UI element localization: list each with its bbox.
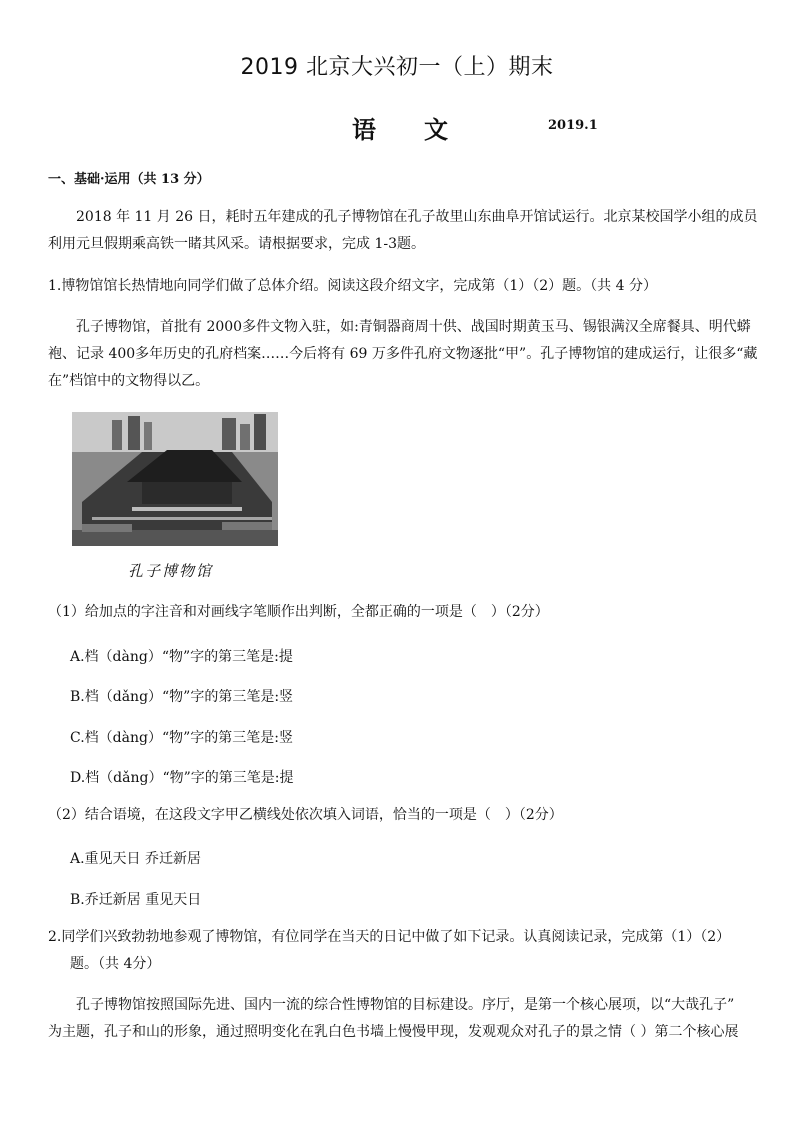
exam-date: 2019.1 — [548, 118, 598, 133]
q2-passage-line-1: 孔子博物馆按照国际先进、国内一流的综合性博物馆的目标建设。序厅，是第一个核心展项，以“大哉孔子” — [76, 997, 735, 1013]
intro-line-1: 2018 年 11 月 26 日，耗时五年建成的孔子博物馆在孔子故里山东曲阜开馆试运行。北京某校国学小组的成员 — [76, 209, 758, 225]
q1-passage-line-2: 袍、记录 400多年历史的孔府档案……今后将有 69 万多件孔府文物逐批“甲”。孔子博物馆的建成运行，让很多“藏 — [48, 346, 758, 362]
q1-sub1-option-a: A.档（dàng）“物”字的第三笔是:提 — [70, 649, 293, 665]
q1-sub2-option-a: A.重见天日 乔迁新居 — [70, 851, 202, 867]
question-1-stem: 1.博物馆馆长热情地向同学们做了总体介绍。阅读这段介绍文字，完成第（1）（2）题。（共 4 分） — [48, 278, 657, 294]
q1-sub1-stem: （1）给加点的字注音和对画线字笔顺作出判断，全都正确的一项是（ ）（2分） — [48, 604, 549, 620]
section-heading: 一、基础·运用（共 13 分） — [48, 172, 210, 187]
question-2-stem-line-2: 题。（共 4分） — [70, 956, 161, 972]
intro-line-2: 利用元旦假期乘高铁一睹其风采。请根据要求，完成 1-3题。 — [48, 236, 425, 252]
subject-heading: 语文 — [352, 115, 496, 144]
q1-sub1-option-c: C.档（dàng）“物”字的第三笔是:竖 — [70, 730, 293, 746]
museum-photo — [72, 412, 278, 546]
q1-sub1-option-b: B.档（dǎng）“物”字的第三笔是:竖 — [70, 689, 294, 705]
page-title: 2019 北京大兴初一（上）期末 — [240, 55, 554, 80]
image-caption: 孔子博物馆 — [128, 562, 214, 580]
q1-sub2-stem: （2）结合语境，在这段文字甲乙横线处依次填入词语，恰当的一项是（ ）（2分） — [48, 807, 563, 823]
q1-passage-line-1: 孔子博物馆，首批有 2000多件文物入驻，如:青铜器商周十供、战国时期黄玉马、锡银满汉全席餐具、明代蟒 — [76, 319, 751, 335]
q1-sub2-option-b: B.乔迁新居 重见天日 — [70, 892, 202, 908]
q2-passage-line-2: 为主题，孔子和山的形象，通过照明变化在乳白色书墙上慢慢甲现，发观观众对孔子的景之情（ ）第二个核心展 — [48, 1024, 739, 1040]
question-2-stem-line-1: 2.同学们兴致勃勃地参观了博物馆，有位同学在当天的日记中做了如下记录。认真阅读记录，完成第（1）（2） — [48, 929, 731, 945]
q1-sub1-option-d: D.档（dǎng）“物”字的第三笔是:提 — [70, 770, 294, 786]
q1-passage-line-3: 在”档馆中的文物得以乙。 — [48, 373, 210, 389]
